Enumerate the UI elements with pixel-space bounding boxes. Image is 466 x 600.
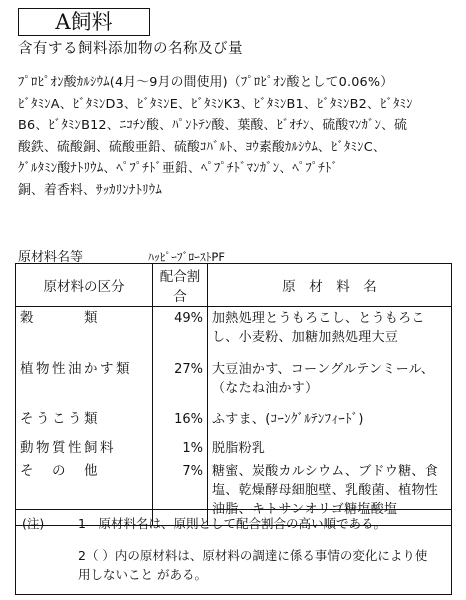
row-category: 動物質性飼料 [16,437,153,460]
row-ratio: 49% [153,307,208,358]
notes-box [15,509,452,595]
additives-heading: 含有する飼料添加物の名称及び量 [18,41,243,57]
row-category: 穀 類 [16,307,153,358]
row-materials: 脱脂粉乳 [208,437,452,460]
row-ratio: 7% [153,460,208,526]
table-row [16,437,452,460]
header-materials: 原 材 料 名 [208,264,452,307]
row-ratio: 16% [153,408,208,437]
table-row [16,358,452,408]
row-ratio: 27% [153,358,208,408]
product-label: 原材料名等 [18,250,84,265]
notes-head: (注) [22,516,45,531]
note-1: 1 原材料名は、原則として配合割合の高い順である。 [78,516,386,531]
row-materials: 大豆油かす、コーングルテンミール、（なたね油かす） [208,358,452,408]
feed-title: A飼料 [18,8,150,36]
additives-list: ﾌﾟﾛﾋﾟｵﾝ酸ｶﾙｼｳﾑ(4月～9月の間使用)（ﾌﾟﾛﾋﾟｵﾝ酸として0.06%） ﾋﾞﾀﾐﾝA、ﾋﾞﾀﾐﾝD3、ﾋﾞﾀﾐﾝE、ﾋﾞﾀﾐﾝK3、ﾋﾞﾀﾐﾝB1、ﾋﾞﾀﾐﾝB2、ﾋﾞﾀﾐﾝ B6、ﾋﾞﾀﾐﾝB12、ﾆｺﾁﾝ酸、ﾊﾟﾝﾄﾃﾝ酸、葉酸、ﾋﾞｵﾁﾝ、硫酸ﾏﾝｶﾞﾝ、硫 酸鉄、硫酸銅、硫酸亜鉛、硫酸ｺﾊﾞﾙﾄ、ﾖｳ素酸ｶﾙｼｳﾑ、ﾋﾞﾀﾐﾝC、 ｸﾞﾙﾀﾐﾝ酸ﾅﾄﾘｳﾑ、ﾍﾟﾌﾟﾁﾄﾞ亜鉛、ﾍﾟﾌﾟﾁﾄﾞﾏﾝｶﾞﾝ、ﾍﾟﾌﾟﾁﾄﾞ 銅、着香料、ｻｯｶﾘﾝﾅﾄﾘｳﾑ [18,75,413,198]
row-category: そうこう類 [16,408,153,437]
header-category: 原材料の区分 [16,264,153,307]
row-materials: 加熱処理とうもろこし、とうもろこし、小麦粉、加糖加熱処理大豆 [208,307,452,358]
row-category: 植物性油かす類 [16,358,153,408]
header-ratio: 配合割合 [153,264,208,307]
row-category: そ の 他 [16,460,153,526]
row-materials: 糖蜜、炭酸カルシウム、ブドウ糖、食塩、乾燥酵母細胞壁、乳酸菌、植物性油脂、キトサンオリゴ糖塩酸塩 [208,460,452,526]
table-header-row [16,264,452,307]
ingredient-table [15,263,452,526]
note-2: 2（ ）内の原材料は、原材料の調達に係る事情の変化により使用しないこと がある。 [78,548,428,582]
table-row [16,307,452,358]
row-materials: ふすま、(ｺｰﾝｸﾞﾙﾃﾝﾌｨｰﾄﾞ) [208,408,452,437]
product-name: ﾊｯﾋﾟｰﾌﾞﾛｰｽﾄPF [148,250,225,264]
table-row [16,408,452,437]
row-ratio: 1% [153,437,208,460]
